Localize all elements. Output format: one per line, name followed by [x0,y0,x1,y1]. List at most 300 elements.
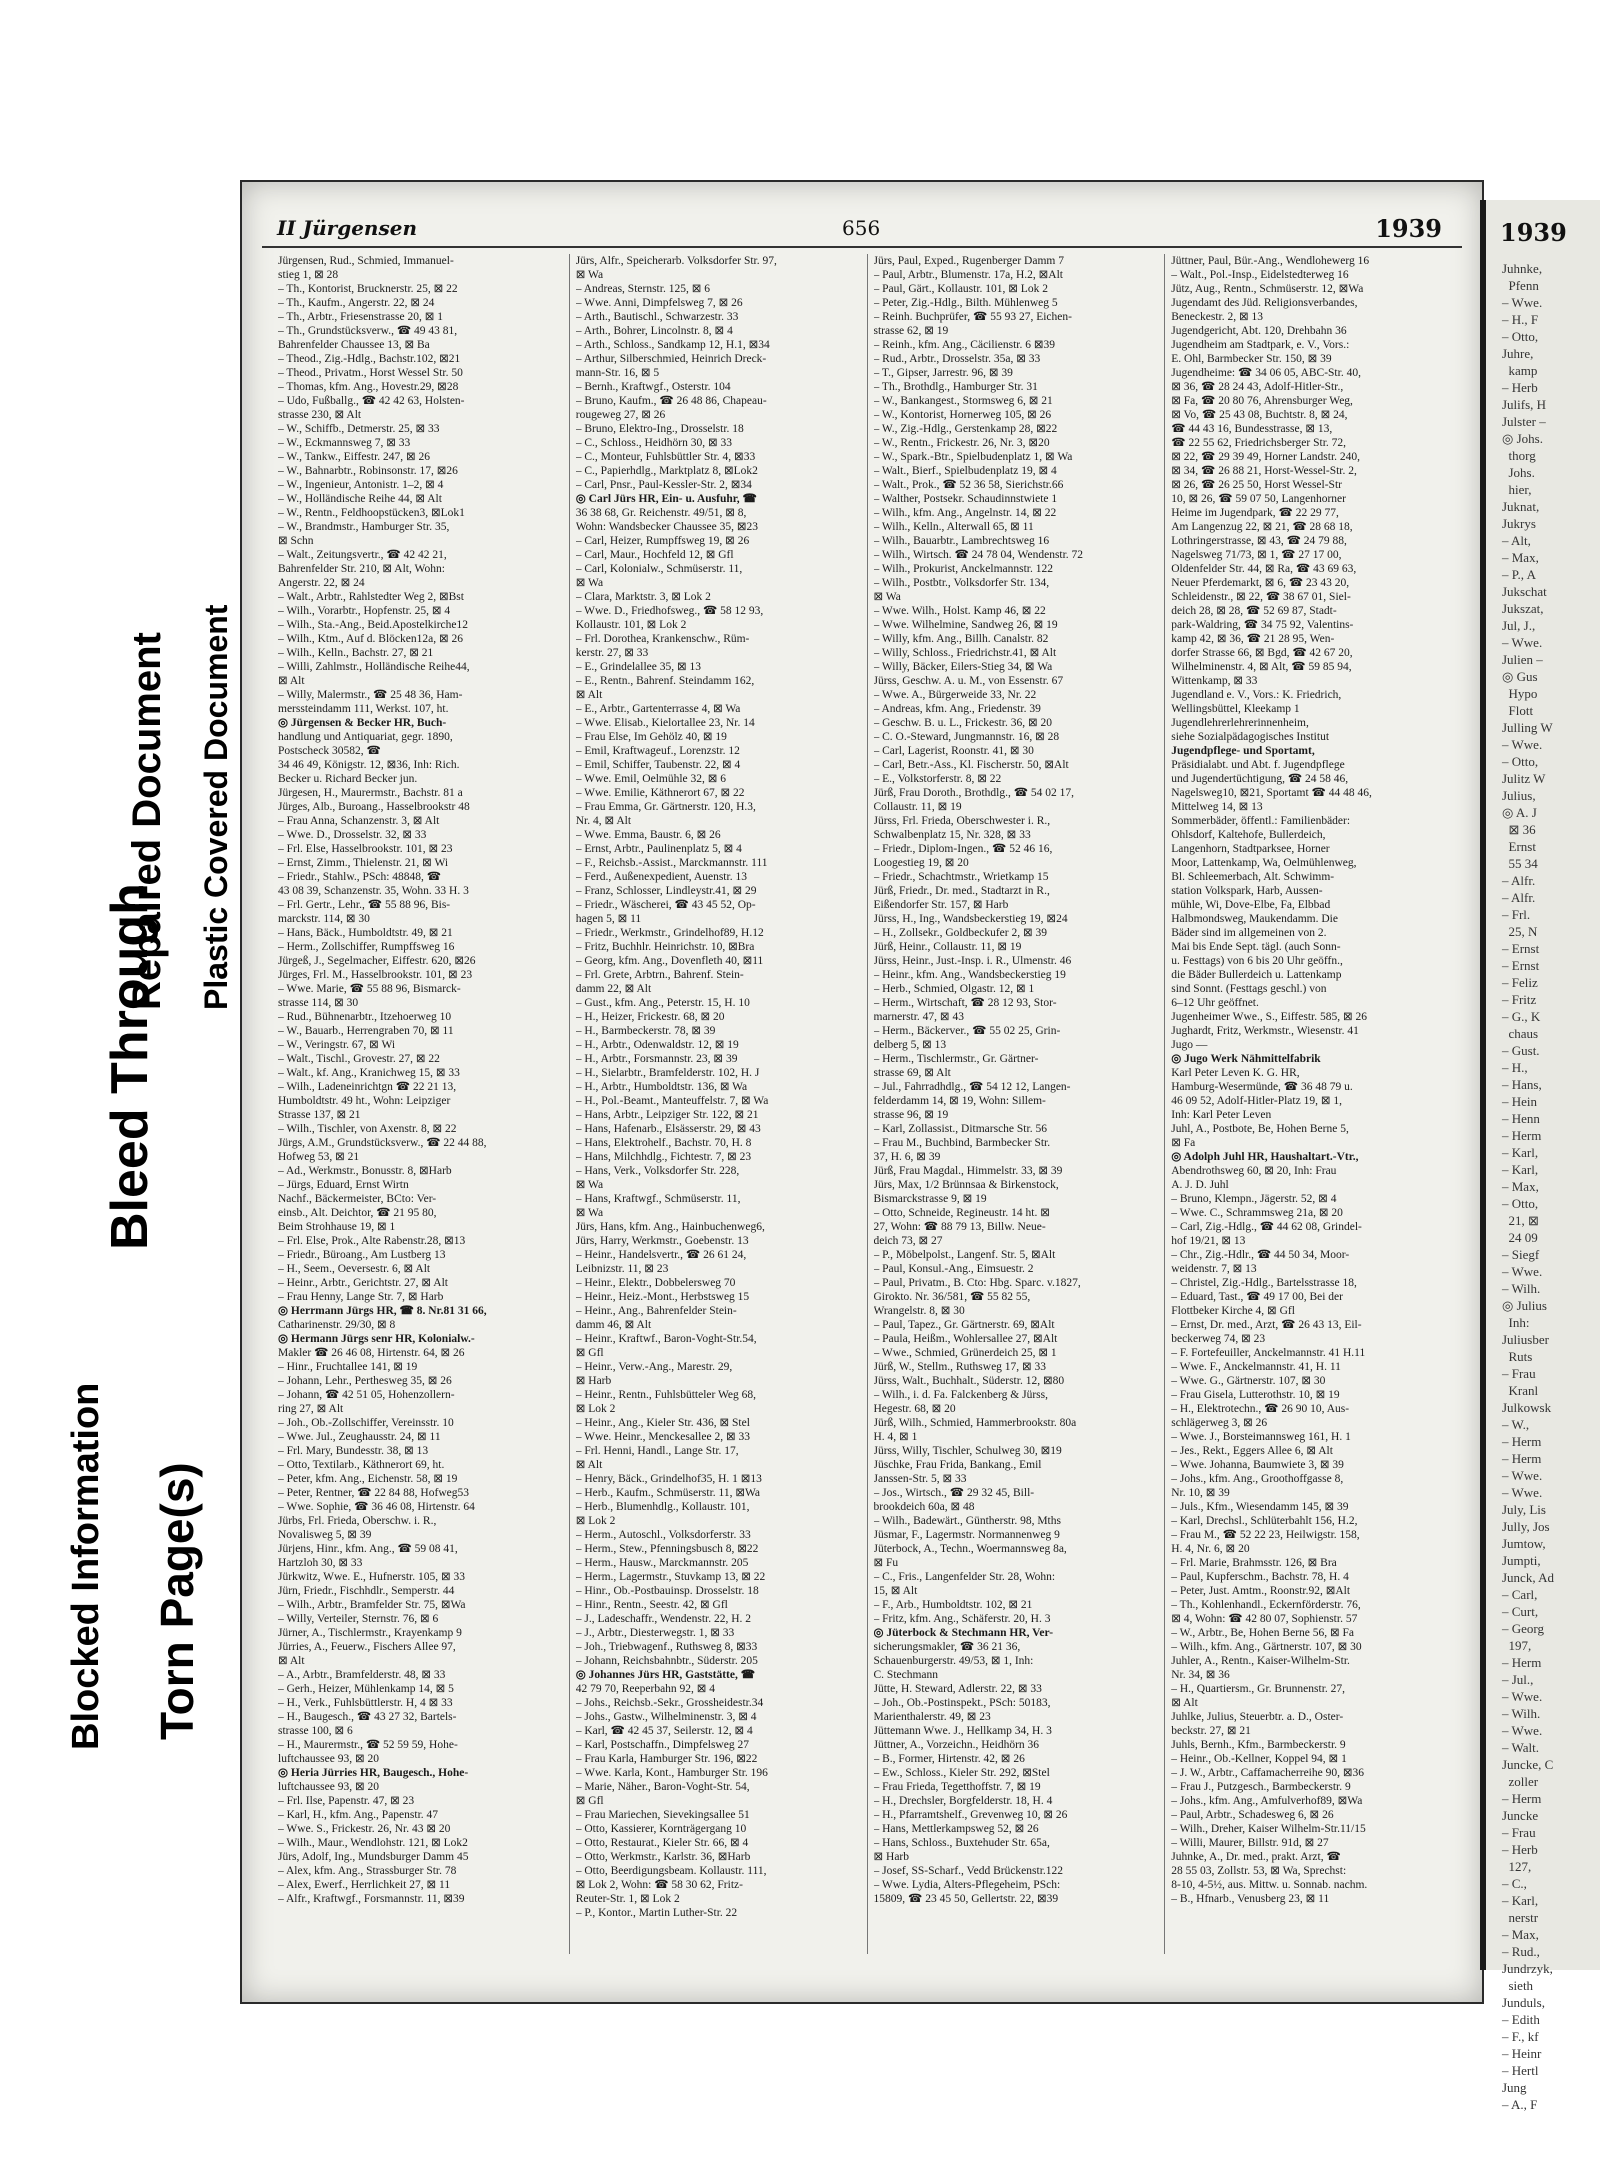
directory-entry: – H., Arbtr., Forsmannstr. 23, ⊠ 39 [575,1053,738,1065]
directory-entry: – Herb., Kaufm., Schmüserstr. 11, ⊠Wa [575,1487,761,1499]
directory-entry: – Ernst, Dr. med., Arzt, ☎ 26 43 13, Eil- [1171,1319,1362,1331]
directory-entry: Nr. 10, ⊠ 39 [1171,1487,1230,1499]
directory-entry: – Wwe. Wilh., Holst. Kamp 46, ⊠ 22 [873,605,1046,617]
directory-entry: – Udo, Fußballg., ☎ 42 42 63, Holsten- [278,395,465,407]
directory-entry: – Frau M., ☎ 52 22 23, Heilwigstr. 158, [1171,1529,1360,1541]
directory-entry: – Willy, Schloss., Friedrichstr.41, ⊠ Alt [873,647,1057,659]
directory-entry: – Hans, Hafenarb., Elsässerstr. 29, ⊠ 43 [575,1123,761,1135]
directory-entry: – Wilh., Ktm., Auf d. Blöcken12a, ⊠ 26 [278,633,463,645]
directory-entry: und Jugendertüchtigung, ☎ 24 58 46, [1171,773,1349,785]
directory-entry: Wittenkamp, ⊠ 33 [1171,675,1258,687]
directory-entry: – Arth., Schloss., Sandkamp 12, H.1, ⊠34 [575,339,770,351]
directory-entry: – Wilh., Arbtr., Bramfelder Str. 75, ⊠Wa [278,1599,466,1611]
directory-entry: – Peter, Just. Amtm., Roonstr.92, ⊠Alt [1171,1585,1351,1597]
directory-entry: Abendrothsweg 60, ⊠ 20, Inh: Frau [1171,1165,1337,1177]
directory-entry: 46 09 52, Adolf-Hitler-Platz 19, ⊠ 1, [1171,1095,1342,1107]
directory-entry: Jürss, H., Ing., Wandsbeckerstieg 19, ⊠24 [873,913,1068,925]
directory-entry: – Wilh., Ladeneinrichtgn ☎ 22 21 13, [278,1081,457,1093]
directory-entry: Jürß, Frau Magdal., Himmelstr. 33, ⊠ 39 [873,1165,1063,1177]
directory-entry: – Wwe. Emil, Oelmühle 32, ⊠ 6 [575,773,727,785]
directory-entry: – Johann, ☎ 42 51 05, Hohenzollern- [278,1389,455,1401]
directory-entry: Jürges, Frl. M., Hasselbrookstr. 101, ⊠ 23 [278,969,473,981]
directory-entry: Jugendheime: ☎ 34 06 05, ABC-Str. 40, [1171,367,1361,379]
directory-entry: – Heinr., kfm. Ang., Wandsbeckerstieg 19 [873,969,1066,981]
directory-entry: – Clara, Marktstr. 3, ⊠ Lok 2 [575,591,711,603]
directory-entry: Bäder sind im allgemeinen von 2. [1171,927,1327,939]
directory-entry: – Heinr., Arbtr., Gerichtstr. 27, ⊠ Alt [278,1277,448,1289]
directory-entry: E. Ohl, Barmbecker Str. 150, ⊠ 39 [1171,353,1332,365]
directory-entry: 6–12 Uhr geöffnet. [1171,997,1259,1009]
directory-page [262,212,1462,1972]
directory-entry: – Fritz, kfm. Ang., Schäferstr. 20, H. 3 [873,1613,1051,1625]
directory-entry: Jürß, Frau Doroth., Brothdlg., ☎ 54 02 17, [873,787,1075,799]
directory-entry: 8-10, 4-5½, aus. Mittw. u. Sonnab. nachm. [1171,1879,1368,1891]
directory-entry: Angerstr. 22, ⊠ 24 [278,577,365,589]
directory-entry: – W., Bankangest., Stormsweg 6, ⊠ 21 [873,395,1053,407]
directory-entry: – Wilh., Maur., Wendlohstr. 121, ⊠ Lok2 [278,1837,468,1849]
directory-entry: – C., Monteur, Fuhlsbüttler Str. 4, ⊠33 [575,451,756,463]
directory-entry: – Frl. Marie, Brahmsstr. 126, ⊠ Bra [1171,1557,1337,1569]
directory-entry: – Ernst, Zimm., Thielenstr. 21, ⊠ Wi [278,857,449,869]
directory-entry: ⊠ Fa, ☎ 20 80 76, Ahrensburger Weg, [1171,395,1353,407]
directory-entry: Jürss, Geschw. A. u. M., von Essenstr. 67 [873,675,1064,687]
directory-entry: die Bäder Bullerdeich u. Lattenkamp [1171,969,1342,981]
directory-entry: – H., Maurermstr., ☎ 52 59 59, Hohe- [278,1739,458,1751]
directory-entry: – F., Reichsb.-Assist., Marckmannstr. 111 [575,857,768,869]
directory-entry: – Herm., Zollschiffer, Rumpffsweg 16 [278,941,455,953]
directory-entry: – Frl. Mary, Bundesstr. 38, ⊠ 13 [278,1445,429,1457]
directory-entry: Jürs, Alfr., Speicherarb. Volksdorfer Str. 97, [575,255,777,267]
directory-entry: ⊠ 36, ☎ 28 24 43, Adolf-Hitler-Str., [1171,381,1344,393]
directory-entry: – Wwe. Elisab., Kielortallee 23, Nr. 14 [575,717,755,729]
directory-entry: ⊠ Wa [575,577,604,589]
directory-entry: Jürgesen, H., Maurermstr., Bachstr. 81 a [278,787,463,799]
directory-entry: – C. O.-Steward, Jungmannstr. 16, ⊠ 28 [873,731,1060,743]
directory-entry: – Herm., Autoschl., Volksdorferstr. 33 [575,1529,751,1541]
directory-entry: – Friedr., Wäscherei, ☎ 43 45 52, Op- [575,899,756,911]
directory-entry: – Theod., Zig.-Hdlg., Bachstr.102, ⊠21 [278,353,461,365]
directory-entry: – Frau Frieda, Tegetthoffstr. 7, ⊠ 19 [873,1781,1041,1793]
directory-entry: Oldenfelder Str. 44, ⊠ Ra, ☎ 43 69 63, [1171,563,1357,575]
directory-entry: Jürs, Paul, Exped., Rugenberger Damm 7 [873,255,1064,267]
directory-entry: – Juls., Kfm., Wiesendamm 145, ⊠ 39 [1171,1501,1349,1513]
directory-entry: Am Langenzug 22, ⊠ 21, ☎ 28 68 18, [1171,521,1353,533]
directory-entry: – Walther, Postsekr. Schaudinnstwiete 1 [873,493,1058,505]
directory-entry: – W., Kontorist, Hornerweg 105, ⊠ 26 [873,409,1052,421]
directory-entry: – Herm., Tischlermstr., Gr. Gärtner- [873,1053,1039,1065]
directory-entry: – H., Quartiersm., Gr. Brunnenstr. 27, [1171,1683,1346,1695]
directory-entry: Jürß, Friedr., Dr. med., Stadtarzt in R., [873,885,1050,897]
directory-entry: handlung und Antiquariat, gegr. 1890, [278,731,453,743]
directory-entry: – Theod., Privatm., Horst Wessel Str. 50 [278,367,463,379]
directory-entry: – H., Heizer, Frickestr. 68, ⊠ 20 [575,1011,725,1023]
directory-entry: – Alex, Ewerf., Herrlichkeit 27, ⊠ 11 [278,1879,451,1891]
directory-entry: – Wwe. D., Friedhofsweg., ☎ 58 12 93, [575,605,764,617]
directory-entry: – Reinh. Buchprüfer, ☎ 55 93 27, Eichen- [873,311,1072,323]
directory-entry: – Paula, Heißm., Wohlersallee 27, ⊠Alt [873,1333,1058,1345]
directory-entry: Jürs, Hans, kfm. Ang., Hainbuchenweg6, [575,1221,765,1233]
directory-entry: – Arth., Bohrer, Lincolnstr. 8, ⊠ 4 [575,325,733,337]
directory-entry: deich 28, ⊠ 28, ☎ 52 69 87, Stadt- [1171,605,1337,617]
directory-entry: – H., Verk., Fuhlsbüttlerstr. H, 4 ⊠ 33 [278,1697,453,1709]
directory-entry: Schleidenstr., ⊠ 22, ☎ 38 67 01, Siel- [1171,591,1351,603]
directory-entry: – H., Zollsekr., Goldbeckufer 2, ⊠ 39 [873,927,1047,939]
directory-entry: Mittelweg 14, ⊠ 13 [1171,801,1263,813]
directory-entry: – Heinr., Kraftwf., Baron-Voght-Str.54, [575,1333,757,1345]
directory-entry: Hofweg 53, ⊠ 21 [278,1151,360,1163]
directory-entry: Ohlsdorf, Kaltehofe, Bullerdeich, [1171,829,1326,841]
directory-entry: – Paul, Privatm., B. Cto: Hbg. Sparc. v.1827, [873,1277,1081,1289]
directory-entry: – Frau Gisela, Lutterothstr. 10, ⊠ 19 [1171,1389,1340,1401]
directory-entry: luftchaussee 93, ⊠ 20 [278,1753,379,1765]
directory-entry: – P., Kontor., Martin Luther-Str. 22 [575,1907,738,1919]
directory-entry: – Frau Anna, Schanzenstr. 3, ⊠ Alt [278,815,440,827]
directory-entry: – Bruno, Kaufm., ☎ 26 48 86, Chapeau- [575,395,767,407]
directory-entry: – W., Rentn., Feldhoopstücken3, ⊠Lok1 [278,507,465,519]
directory-entry: – Walt., Bierf., Spielbudenplatz 19, ⊠ 4 [873,465,1057,477]
directory-entry: Jürss, Heinr., Just.-Insp. i. R., Ulmenstr. 46 [873,955,1072,967]
adjacent-page-year: 1939 [1500,218,1567,247]
directory-entry: – Heinr., Handelsvertr., ☎ 26 61 24, [575,1249,747,1261]
directory-entry: Jüttner, A., Vorzeichn., Heidhörn 36 [873,1739,1040,1751]
directory-entry: Wohn: Wandsbecker Chaussee 35, ⊠23 [575,521,759,533]
directory-entry: Inh: Karl Peter Leven [1171,1109,1272,1121]
directory-entry: – Hans, Schloss., Buxtehuder Str. 65a, [873,1837,1050,1849]
directory-entry: – Herm., Wirtschaft, ☎ 28 12 93, Stor- [873,997,1057,1009]
directory-entry: – Wwe. Emma, Baustr. 6, ⊠ 26 [575,829,721,841]
directory-entry: – Walt., Prok., ☎ 52 36 58, Sierichstr.66 [873,479,1064,491]
directory-entry: – Frl. Grete, Arbtrn., Bahrenf. Stein- [575,969,744,981]
directory-entry: marckstr. 114, ⊠ 30 [278,913,370,925]
directory-entry: Jugendland e. V., Vors.: K. Friedrich, [1171,689,1342,701]
directory-entry: Bahrenfelder Str. 210, ⊠ Alt, Wohn: [278,563,445,575]
directory-entry: Collaustr. 11, ⊠ 19 [873,801,962,813]
directory-entry: Becker u. Richard Becker jun. [278,773,418,785]
directory-entry: – Willy, kfm. Ang., Billh. Canalstr. 82 [873,633,1049,645]
directory-entry: deich 73, ⊠ 27 [873,1235,943,1247]
directory-entry: ⊠ Wa [575,1207,604,1219]
directory-entry: – Heinr., Elektr., Dobbelersweg 70 [575,1277,736,1289]
directory-entry: – J., Ladeschaffr., Wendenstr. 22, H. 2 [575,1613,752,1625]
directory-entry: Beim Strohhause 19, ⊠ 1 [278,1221,396,1233]
directory-entry: Postscheck 30582, ☎ [278,745,381,757]
directory-column-1 [272,254,570,1954]
directory-entry: – Wilh., kfm. Ang., Gärtnerstr. 107, ⊠ 30 [1171,1641,1362,1653]
directory-entry: luftchaussee 93, ⊠ 20 [278,1781,379,1793]
directory-entry: – Jes., Rekt., Eggers Allee 6, ⊠ Alt [1171,1445,1333,1457]
directory-entry: – Arth., Bautischl., Schwarzestr. 33 [575,311,739,323]
directory-entry: – Wwe. Wilhelmine, Sandweg 26, ⊠ 19 [873,619,1058,631]
directory-entry: – Fritz, Buchhlr. Heinrichstr. 10, ⊠Bra [575,941,755,953]
directory-entry: – Frau Henny, Lange Str. 7, ⊠ Harb [278,1291,444,1303]
directory-entry: – Wilh., Kelln., Bachstr. 27, ⊠ 21 [278,647,434,659]
directory-entry: – Wilh., Badewärt., Güntherstr. 98, Mths [873,1515,1061,1527]
directory-entry: – Frau Mariechen, Sievekingsallee 51 [575,1809,750,1821]
directory-entry: Nr. 4, ⊠ Alt [575,815,632,827]
directory-entry: C. Stechmann [873,1669,939,1681]
directory-entry: 42 79 70, Reeperbahn 92, ⊠ 4 [575,1683,716,1695]
directory-entry: damm 46, ⊠ Alt [575,1319,652,1331]
directory-entry: – W., Eckmannsweg 7, ⊠ 33 [278,437,411,449]
directory-entry: – Heinr., Rentn., Fuhlsbütteler Weg 68, [575,1389,757,1401]
directory-entry: – W., Ingenieur, Antonistr. 1–2, ⊠ 4 [278,479,444,491]
directory-entry: – Carl, Pnsr., Paul-Kessler-Str. 2, ⊠34 [575,479,752,491]
directory-entry: – Joh., Triebwagenf., Ruthsweg 8, ⊠33 [575,1641,758,1653]
directory-entry: – Wwe. Heinr., Menckesallee 2, ⊠ 33 [575,1431,750,1443]
label-plastic-covered: Plastic Covered Document [198,604,234,1010]
directory-entry: Jugo — [1171,1039,1208,1051]
directory-entry: ⊠ 34, ☎ 26 88 21, Horst-Wessel-Str. 2, [1171,465,1357,477]
directory-entry: 15, ⊠ Alt [873,1585,918,1597]
directory-entry: – Karl, Drechsl., Schlüterbahlt 156, H.2, [1171,1515,1358,1527]
directory-entry: – Wilh., kfm. Ang., Angelnstr. 14, ⊠ 22 [873,507,1057,519]
directory-entry: Jüschke, Frau Frida, Bankang., Emil [873,1459,1042,1471]
directory-entry: – Wilh., i. d. Fa. Falckenberg & Jürss, [873,1389,1048,1401]
directory-entry: ◎ Heria Jürries HR, Baugesch., Hohe- [278,1767,469,1779]
directory-entry: Jürs, Max, 1/2 Brünnsaa & Birkenstock, [873,1179,1059,1191]
directory-entry: – Franz, Schlosser, Lindleystr.41, ⊠ 29 [575,885,757,897]
directory-entry: – Wwe. Johanna, Baumwiete 3, ⊠ 39 [1171,1459,1344,1471]
directory-entry: – B., Hfnarb., Venusberg 23, ⊠ 11 [1171,1893,1330,1905]
directory-entry: ⊠ Lok 2 [575,1515,616,1527]
directory-entry: dorfer Strasse 66, ⊠ Bgd, ☎ 42 67 20, [1171,647,1353,659]
directory-entry: Eißendorfer Str. 157, ⊠ Harb [873,899,1009,911]
directory-entry: beckerweg 74, ⊠ 23 [1171,1333,1266,1345]
directory-entry: Juhls, Bernh., Kfm., Barmbeckerstr. 9 [1171,1739,1346,1751]
directory-entry: – Paul, Kupferschm., Bachstr. 78, H. 4 [1171,1571,1349,1583]
directory-columns [272,254,1462,1954]
directory-entry: strasse 230, ⊠ Alt [278,409,362,421]
directory-entry: Jürs, Harry, Werkmstr., Goebenstr. 13 [575,1235,749,1247]
directory-entry: – Th., Brothdlg., Hamburger Str. 31 [873,381,1038,393]
directory-entry: – Frl. Else, Prok., Alte Rabenstr.28, ⊠13 [278,1235,466,1247]
directory-entry: – H., Barmbeckerstr. 78, ⊠ 39 [575,1025,716,1037]
directory-entry: – Heinr., Ang., Bahrenfelder Stein- [575,1305,737,1317]
directory-entry: – Andreas, Sternstr. 125, ⊠ 6 [575,283,710,295]
directory-entry: 27, Wohn: ☎ 88 79 13, Billw. Neue- [873,1221,1046,1233]
directory-entry: – Karl, Postschaffn., Dimpfelsweg 27 [575,1739,749,1751]
directory-entry: Jugendpflege- und Sportamt, [1171,745,1315,757]
page-year: 1939 [1375,214,1442,243]
directory-entry: Strasse 137, ⊠ 21 [278,1109,361,1121]
directory-entry: – Wwe. Emilie, Käthnerort 67, ⊠ 22 [575,787,745,799]
directory-entry: – Joh., Ob.-Zollschiffer, Vereinsstr. 10 [278,1417,454,1429]
directory-entry: – Karl, Zollassist., Ditmarsche Str. 56 [873,1123,1047,1135]
directory-entry: – Wwe. G., Gärtnerstr. 107, ⊠ 30 [1171,1375,1326,1387]
directory-entry: Schauenburgerstr. 49/53, ⊠ 1, Inh: [873,1655,1034,1667]
directory-entry: – Carl, Heizer, Rumpffsweg 19, ⊠ 26 [575,535,750,547]
directory-entry: marnerstr. 47, ⊠ 43 [873,1011,964,1023]
directory-entry: – C., Fris., Langenfelder Str. 28, Wohn: [873,1571,1056,1583]
directory-entry: hagen 5, ⊠ 11 [575,913,642,925]
directory-entry: Jürner, A., Tischlermstr., Krayenkamp 9 [278,1627,462,1639]
directory-entry: Beneckestr. 2, ⊠ 13 [1171,311,1263,323]
directory-entry: – Karl, H., kfm. Ang., Papenstr. 47 [278,1809,439,1821]
header-section: II Jürgensen [277,216,417,240]
directory-entry: – Christel, Zig.-Hdlg., Bartelsstrasse 18, [1171,1277,1357,1289]
directory-entry: Bahrenfelder Chaussee 13, ⊠ Ba [278,339,430,351]
directory-entry: – Frau Else, Im Gehölz 40, ⊠ 19 [575,731,727,743]
directory-entry: Schwalbenplatz 15, Nr. 328, ⊠ 33 [873,829,1031,841]
directory-entry: – Ferd., Außenexpedient, Auenstr. 13 [575,871,747,883]
directory-entry: Marienthalerstr. 49, ⊠ 23 [873,1711,991,1723]
directory-entry: – W., Veringstr. 67, ⊠ Wi [278,1039,396,1051]
directory-entry: Jürgs, A.M., Grundstücksverw., ☎ 22 44 88, [278,1137,487,1149]
directory-entry: – B., Former, Hirtenstr. 42, ⊠ 26 [873,1753,1025,1765]
directory-entry: kerstr. 27, ⊠ 33 [575,647,649,659]
directory-entry: Jüsmar, F., Lagermstr. Normannenweg 9 [873,1529,1060,1541]
directory-entry: – Peter, Rentner, ☎ 22 84 88, Hofweg53 [278,1487,469,1499]
directory-entry: Hartzloh 30, ⊠ 33 [278,1557,363,1569]
directory-entry: – Bernh., Kraftwgf., Osterstr. 104 [575,381,731,393]
directory-entry: – Herb., Blumenhdlg., Kollaustr. 101, [575,1501,750,1513]
directory-entry: – Willy, Malermstr., ☎ 25 48 36, Ham- [278,689,463,701]
directory-entry: schlägerweg 3, ⊠ 26 [1171,1417,1268,1429]
directory-entry: Jürß, Wilh., Schmied, Hammerbrookstr. 80a [873,1417,1077,1429]
directory-entry: Sommerbäder, öffentl.: Familienbäder: [1171,815,1351,827]
directory-entry: ⊠ Alt [575,1459,603,1471]
directory-entry: 36 38 68, Gr. Reichenstr. 49/51, ⊠ 8, [575,507,747,519]
directory-entry: 34 46 49, Königstr. 12, ⊠36, Inh: Rich. [278,759,460,771]
directory-entry: – Hinr., Rentn., Seestr. 42, ⊠ Gfl [575,1599,728,1611]
directory-entry: ⊠ Lok 2 [575,1403,616,1415]
directory-entry: ⊠ Alt [278,675,305,687]
directory-entry: ⊠ Alt [575,689,603,701]
directory-entry: – Otto, Kassierer, Kornträgergang 10 [575,1823,747,1835]
directory-entry: – Johann, Reichsbahnbtr., Süderstr. 205 [575,1655,758,1667]
directory-entry: – Carl, Kolonialw., Schmüserstr. 11, [575,563,743,575]
directory-entry: strasse 100, ⊠ 6 [278,1725,353,1737]
directory-entry: Heime im Jugendpark, ☎ 22 29 77, [1171,507,1339,519]
directory-entry: – Heinr., Ang., Kieler Str. 436, ⊠ Stel [575,1417,750,1429]
directory-entry: – Friedr., Werkmstr., Grindelhof89, H.12 [575,927,764,939]
directory-entry: ☎ 44 43 16, Bundesstrasse, ⊠ 13, [1171,423,1333,435]
directory-entry: – Walt., Pol.-Insp., Eidelstedterweg 16 [1171,269,1349,281]
directory-entry: Girokto. Nr. 36/581, ☎ 55 82 55, [873,1291,1031,1303]
directory-entry: – Herm., Hausw., Marckmannstr. 205 [575,1557,749,1569]
directory-entry: – A., Arbtr., Bramfelderstr. 48, ⊠ 33 [278,1669,446,1681]
directory-entry: damm 22, ⊠ Alt [575,983,652,995]
label-bleed-through: Bleed Through [101,883,159,1250]
directory-entry: – H., Seem., Oeversestr. 6, ⊠ Alt [278,1263,431,1275]
directory-entry: Jugenheimer Wwe., S., Eiffestr. 585, ⊠ 26 [1171,1011,1367,1023]
directory-entry: – W., Zig.-Hdlg., Gerstenkamp 28, ⊠22 [873,423,1058,435]
label-blocked-information: Blocked Information [65,1382,107,1750]
directory-entry: felderdamm 14, ⊠ 19, Wohn: Sillem- [873,1095,1046,1107]
directory-entry: – Andreas, kfm. Ang., Friedenstr. 39 [873,703,1041,715]
directory-entry: Makler ☎ 26 46 08, Hirtenstr. 64, ⊠ 26 [278,1347,465,1359]
directory-entry: – Eduard, Tast., ☎ 49 17 00, Bei der [1171,1291,1343,1303]
directory-entry: Loogestieg 19, ⊠ 20 [873,857,969,869]
directory-entry: sind Sonnt. (Festtags geschl.) von [1171,983,1327,995]
directory-entry: – H., Pol.-Beamt., Manteuffelstr. 7, ⊠ Wa [575,1095,769,1107]
directory-entry: – Wwe. D., Drosselstr. 32, ⊠ 33 [278,829,427,841]
directory-entry: – E., Grindelallee 35, ⊠ 13 [575,661,701,673]
directory-entry: Bismarckstrasse 9, ⊠ 19 [873,1193,987,1205]
directory-entry: Hamburg-Wesermünde, ☎ 36 48 79 u. [1171,1081,1353,1093]
directory-entry: Hegestr. 68, ⊠ 20 [873,1403,956,1415]
directory-entry: Juhnke, A., Dr. med., prakt. Arzt, ☎ [1171,1851,1341,1863]
label-torn-pages: Torn Page(s) [151,1462,203,1740]
directory-entry: – Arthur, Silberschmied, Heinrich Dreck- [575,353,767,365]
directory-entry: – Karl, ☎ 42 45 37, Seilerstr. 12, ⊠ 4 [575,1725,753,1737]
directory-column-2 [570,254,868,1954]
directory-entry: sicherungsmakler, ☎ 36 21 36, [873,1641,1021,1653]
directory-entry: – H., Pfarramtshelf., Grevenweg 10, ⊠ 26 [873,1809,1068,1821]
directory-entry: – Walt., Tischl., Grovestr. 27, ⊠ 22 [278,1053,440,1065]
directory-entry: Jürn, Friedr., Fischhdlr., Semperstr. 44 [278,1585,455,1597]
directory-entry: Jürges, Alb., Buroang., Hasselbrookstr 48 [278,801,470,813]
directory-entry: Jugendlehrerlehrerinnenheim, [1171,717,1309,729]
directory-entry: – Wwe. Sophie, ☎ 36 46 08, Hirtenstr. 64 [278,1501,475,1513]
directory-entry: 37, H. 6, ⊠ 39 [873,1151,941,1163]
directory-entry: Moor, Lattenkamp, Wa, Oelmühlenweg, [1171,857,1357,869]
directory-entry: – F. Fortefeuiller, Anckelmannstr. 41 H.11 [1171,1347,1366,1359]
directory-entry: – Wilh., Tischler, von Axenstr. 8, ⊠ 22 [278,1123,457,1135]
directory-entry: – Jul., Fahrradhdlg., ☎ 54 12 12, Langen- [873,1081,1071,1093]
directory-entry: – C., Schloss., Heidhörn 30, ⊠ 33 [575,437,733,449]
directory-entry: Karl Peter Leven K. G. HR, [1171,1067,1300,1079]
directory-entry: – Johs., Gastw., Wilhelminenstr. 3, ⊠ 4 [575,1711,757,1723]
directory-column-3 [868,254,1166,1954]
label-column [40,270,240,1770]
directory-entry: ◎ Jugo Werk Nähmittelfabrik [1171,1053,1321,1065]
directory-entry: Jüttemann Wwe. J., Hellkamp 34, H. 3 [873,1725,1052,1737]
directory-entry: Jüterbock, A., Techn., Woermannsweg 8a, [873,1543,1067,1555]
directory-entry: – Friedr., Büroang., Am Lustberg 13 [278,1249,446,1261]
directory-entry: – Wwe. S., Frickestr. 26, Nr. 43 ⊠ 20 [278,1823,451,1835]
directory-entry: – Ew., Schloss., Kieler Str. 292, ⊠Stel [873,1767,1050,1779]
directory-entry: Kollaustr. 101, ⊠ Lok 2 [575,619,687,631]
directory-entry: Jürß, W., Stellm., Ruthsweg 17, ⊠ 33 [873,1361,1047,1373]
directory-entry: – Bruno, Elektro-Ing., Drosselstr. 18 [575,423,744,435]
directory-entry: ⊠ Gfl [575,1795,604,1807]
directory-entry: strasse 69, ⊠ Alt [873,1067,951,1079]
directory-entry: – Wilh., Sta.-Ang., Beid.Apostelkirche12 [278,619,469,631]
directory-entry: – Henry, Bäck., Grindelhof35, H. 1 ⊠13 [575,1473,762,1485]
directory-entry: – Otto, Restaurat., Kieler Str. 66, ⊠ 4 [575,1837,749,1849]
directory-entry: – Otto, Beerdigungsbeam. Kollaustr. 111, [575,1865,767,1877]
directory-entry: u. Festtags) von 6 bis 20 Uhr geöffn., [1171,955,1343,967]
directory-entry: 15809, ☎ 23 45 50, Gellertstr. 22, ⊠39 [873,1893,1059,1905]
directory-entry: – H., Arbtr., Humboldtstr. 136, ⊠ Wa [575,1081,748,1093]
directory-entry: – Wilh., Postbtr., Volksdorfer Str. 134, [873,577,1050,589]
directory-entry: – Frl. Ilse, Papenstr. 47, ⊠ 23 [278,1795,415,1807]
directory-entry: 28 55 03, Zollstr. 53, ⊠ Wa, Sprechst: [1171,1865,1347,1877]
page-number: 656 [842,216,881,240]
directory-entry: – Frau Karla, Hamburger Str. 196, ⊠22 [575,1753,758,1765]
directory-entry: einsb., Alt. Deichtor, ☎ 21 95 80, [278,1207,437,1219]
directory-entry: – Wwe. J., Borsteimannsweg 161, H. 1 [1171,1431,1351,1443]
directory-entry: – Otto, Textilarb., Käthnerort 69, ht. [278,1459,445,1471]
directory-entry: – Friedr., Stahlw., PSch: 48848, ☎ [278,871,442,883]
directory-entry: – Hans, Bäck., Humboldtstr. 49, ⊠ 21 [278,927,453,939]
directory-entry: Nr. 34, ⊠ 36 [1171,1669,1230,1681]
directory-entry: – W., Bahnarbtr., Robinsonstr. 17, ⊠26 [278,465,458,477]
directory-entry: Leibnizstr. 11, ⊠ 23 [575,1263,669,1275]
directory-entry: – E., Volkstorferstr. 8, ⊠ 22 [873,773,1002,785]
directory-entry: – H., Elektrotechn., ☎ 26 90 10, Aus- [1171,1403,1350,1415]
directory-entry: Mai bis Ende Sept. tägl. (auch Sonn- [1171,941,1341,953]
directory-entry: Jughardt, Fritz, Werkmstr., Wiesenstr. 41 [1171,1025,1359,1037]
directory-entry: – W., Brandmstr., Hamburger Str. 35, [278,521,450,533]
directory-entry: – Gust., kfm. Ang., Peterstr. 15, H. 10 [575,997,750,1009]
directory-entry: – Frl. Dorothea, Krankenschw., Rüm- [575,633,750,645]
directory-entry: – Thomas, kfm. Ang., Hovestr.29, ⊠28 [278,381,459,393]
directory-entry: – Otto, Werkmstr., Karlstr. 36, ⊠Harb [575,1851,751,1863]
directory-entry: – Herm., Lagermstr., Stuvkamp 13, ⊠ 22 [575,1571,766,1583]
directory-entry: – Paul, Tapez., Gr. Gärtnerstr. 69, ⊠Alt [873,1319,1055,1331]
